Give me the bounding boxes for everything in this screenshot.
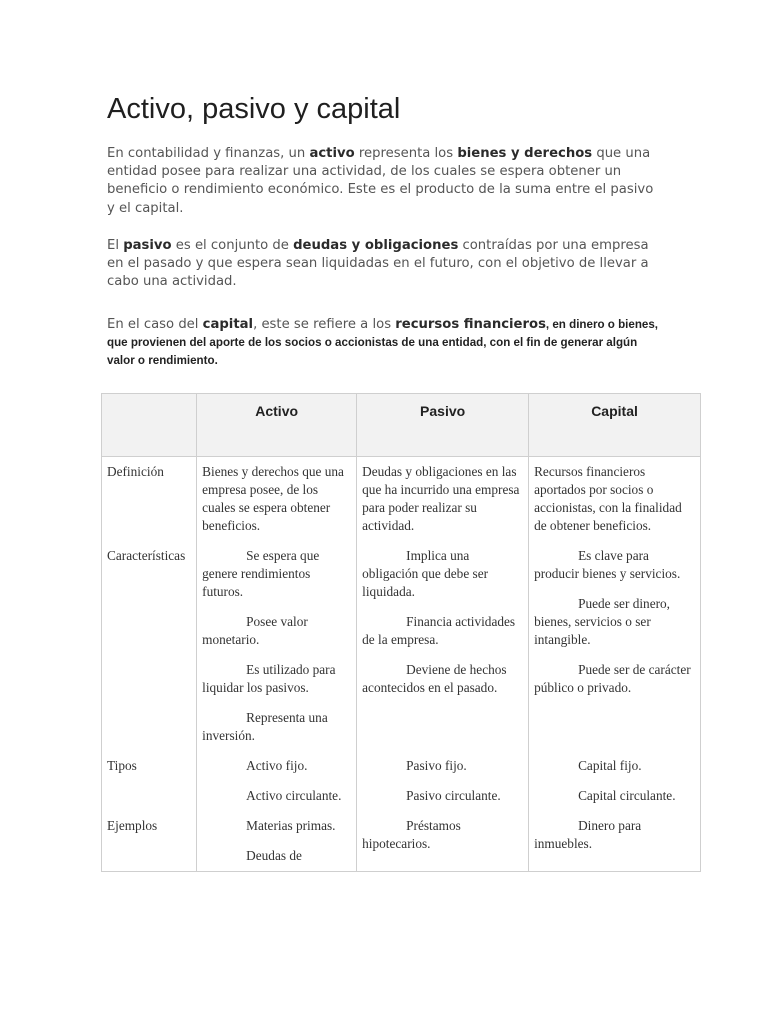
table-header-cell <box>102 394 197 457</box>
bold-term: capital <box>202 317 254 332</box>
cell-item: Capital circulante. <box>578 788 676 803</box>
cell-item: Bienes y derechos que una empresa posee, de los cuales se espera obtener beneficios. <box>202 464 344 533</box>
cell-item: Financia actividades de la empresa. <box>362 614 516 647</box>
text: El <box>107 238 124 253</box>
cell-item: Puede ser de carácter público o privado. <box>534 662 691 695</box>
cell-item: Pasivo circulante. <box>406 788 501 803</box>
table-header-cell: Pasivo <box>357 394 529 457</box>
cell-item: Puede ser dinero, bienes, servicios o ser intangible. <box>534 596 671 647</box>
cell-item: Dinero para inmuebles. <box>534 818 642 851</box>
bold-term: pasivo <box>123 238 172 253</box>
text: , en dinero o bienes, que provienen del aporte de los socios o accionistas de una entidad, con el fin de generar algún valor o rendimiento. <box>107 318 659 368</box>
text: que una entidad posee para realizar una actividad, de los cuales se espera obtener un beneficio o rendimiento económico. Este es el producto de la suma entre el pasivo y el capital. <box>107 146 654 216</box>
table-header-row <box>102 394 701 457</box>
row-label: Ejemplos <box>102 811 197 872</box>
table-header-cell: Activo <box>197 394 357 457</box>
table-cell-capital <box>529 751 701 811</box>
text: representa los <box>354 146 458 161</box>
table-row <box>102 541 701 751</box>
paragraph-activo <box>107 145 657 218</box>
table-cell-pasivo <box>357 751 529 811</box>
article <box>107 92 667 368</box>
paragraph-capital <box>107 316 667 371</box>
text: En el caso del <box>107 317 203 332</box>
comparison-table <box>101 393 701 872</box>
cell-item: Deudas y obligaciones en las que ha incurrido una empresa para poder realizar su actividad. <box>362 464 520 533</box>
row-label: Características <box>102 541 197 751</box>
text: es el conjunto de <box>171 238 294 253</box>
cell-item: Posee valor monetario. <box>202 614 308 647</box>
cell-item: Deudas de <box>246 848 302 863</box>
row-label: Definición <box>102 457 197 542</box>
paragraph-pasivo <box>107 237 657 292</box>
cell-item: Recursos financieros aportados por socios o accionistas, con la finalidad de obtener beneficios. <box>534 464 682 533</box>
table-cell-capital <box>529 541 701 751</box>
bold-term: recursos financieros <box>395 317 546 332</box>
bold-term: bienes y derechos <box>457 146 593 161</box>
cell-item: Implica una obligación que debe ser liquidada. <box>362 548 489 599</box>
cell-item: Es utilizado para liquidar los pasivos. <box>202 662 336 695</box>
table-cell-pasivo <box>357 541 529 751</box>
cell-item: Activo fijo. <box>246 758 308 773</box>
cell-item: Capital fijo. <box>578 758 642 773</box>
table-cell-pasivo <box>357 811 529 872</box>
table-cell-activo <box>197 457 357 542</box>
cell-item: Es clave para producir bienes y servicios. <box>534 548 681 581</box>
cell-item: Pasivo fijo. <box>406 758 467 773</box>
table-row <box>102 457 701 542</box>
table-cell-capital <box>529 811 701 872</box>
row-label: Tipos <box>102 751 197 811</box>
cell-item: Materias primas. <box>246 818 336 833</box>
table-cell-activo <box>197 751 357 811</box>
table-cell-capital <box>529 457 701 542</box>
cell-item: Deviene de hechos acontecidos en el pasado. <box>362 662 507 695</box>
page-title: Activo, pasivo y capital <box>107 93 401 125</box>
text: , este se refiere a los <box>253 317 396 332</box>
bold-term: deudas y obligaciones <box>293 238 459 253</box>
bold-term: activo <box>309 146 355 161</box>
text: contraídas por una empresa en el pasado y que espera sean liquidadas en el futuro, con el objetivo de llevar a cabo una actividad. <box>107 238 649 290</box>
table-row <box>102 811 701 872</box>
table-cell-pasivo <box>357 457 529 542</box>
table-cell-activo <box>197 541 357 751</box>
text: En contabilidad y finanzas, un <box>107 146 310 161</box>
table-cell-activo <box>197 811 357 872</box>
cell-item: Representa una inversión. <box>202 710 328 743</box>
cell-item: Se espera que genere rendimientos futuros. <box>202 548 320 599</box>
cell-item: Activo circulante. <box>246 788 342 803</box>
table-row <box>102 751 701 811</box>
table-header-cell: Capital <box>529 394 701 457</box>
cell-item: Préstamos hipotecarios. <box>362 818 461 851</box>
